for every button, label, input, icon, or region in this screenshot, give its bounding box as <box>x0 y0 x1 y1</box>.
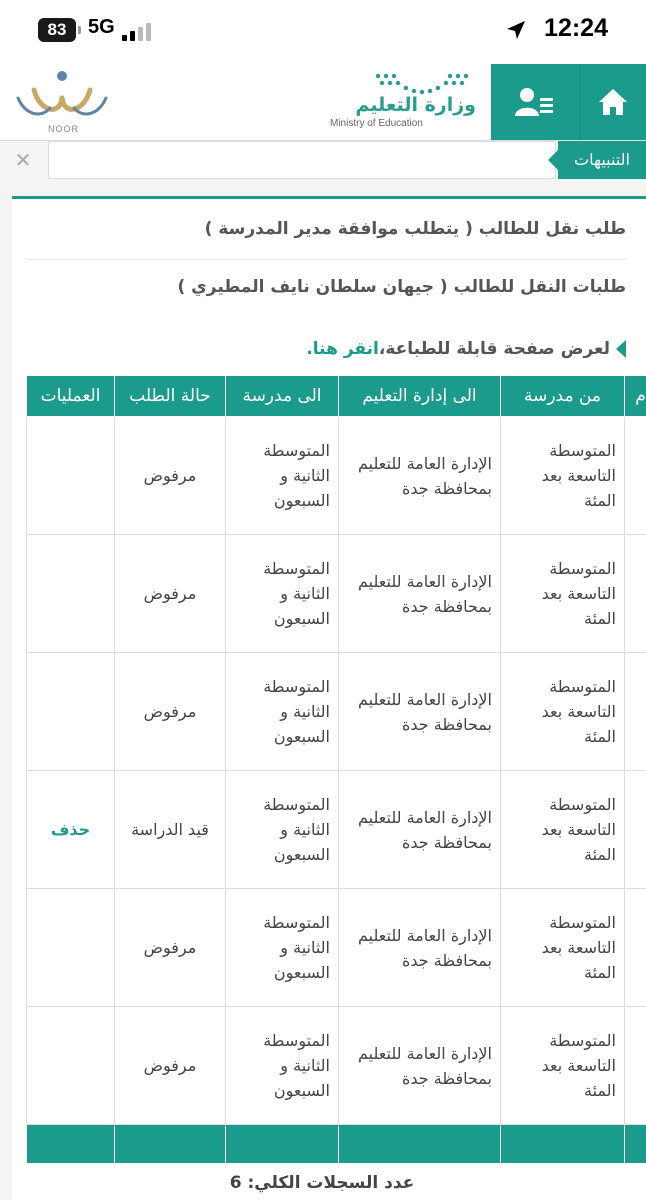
table-row <box>27 771 646 889</box>
cell-to-admin: الإدارة العامة للتعليم بمحافظة جدة <box>339 535 501 653</box>
table-row <box>27 535 646 653</box>
delete-link[interactable]: حذف <box>50 820 91 839</box>
cell-to-school: المتوسطة الثانية و السبعون <box>226 1007 339 1125</box>
cell-status: مرفوض <box>115 535 226 653</box>
col-header-to-school: الى مدرسة <box>226 376 339 417</box>
cell-status: مرفوض <box>115 653 226 771</box>
cell-to-school: المتوسطة الثانية و السبعون <box>226 653 339 771</box>
cell-from-school: المتوسطة التاسعة بعد المئة <box>501 889 625 1007</box>
section-title: طلبات النقل للطالب ( جيهان سلطان نايف المطيري ) <box>177 277 626 297</box>
col-header-from-school: من مدرسة <box>501 376 625 417</box>
home-button[interactable] <box>579 64 646 140</box>
close-icon[interactable]: ✕ <box>14 148 32 172</box>
noor-logo-icon <box>12 68 112 124</box>
print-hint-text: لعرض صفحة قابلة للطباعة، <box>378 339 610 359</box>
cell-status: قيد الدراسة <box>115 771 226 889</box>
cell-ops <box>27 653 115 771</box>
cell-from-school: المتوسطة التاسعة بعد المئة <box>501 535 625 653</box>
cell-from-school: المتوسطة التاسعة بعد المئة <box>501 1007 625 1125</box>
cell-to-admin: الإدارة العامة للتعليم بمحافظة جدة <box>339 771 501 889</box>
battery-indicator: 83 <box>38 18 76 42</box>
cell-status: مرفوض <box>115 1007 226 1125</box>
app-header <box>0 64 646 141</box>
cell-ops <box>27 771 115 889</box>
arrow-left-icon <box>616 340 626 358</box>
alerts-tab[interactable]: التنبيهات <box>558 141 646 179</box>
cell-num <box>625 889 646 1007</box>
cell-to-school: المتوسطة الثانية و السبعون <box>226 771 339 889</box>
home-icon <box>598 88 628 116</box>
ministry-logo <box>326 70 476 134</box>
cell-to-admin: الإدارة العامة للتعليم بمحافظة جدة <box>339 1007 501 1125</box>
cell-to-admin: الإدارة العامة للتعليم بمحافظة جدة <box>339 417 501 535</box>
cell-to-admin: الإدارة العامة للتعليم بمحافظة جدة <box>339 653 501 771</box>
cell-to-admin: الإدارة العامة للتعليم بمحافظة جدة <box>339 889 501 1007</box>
cell-ops <box>27 889 115 1007</box>
table-footer-row <box>27 1125 646 1164</box>
col-header-status: حالة الطلب <box>115 376 226 417</box>
cell-num <box>625 1007 646 1125</box>
cell-num <box>625 417 646 535</box>
divider <box>26 259 626 260</box>
cell-to-school: المتوسطة الثانية و السبعون <box>226 889 339 1007</box>
cell-from-school: المتوسطة التاسعة بعد المئة <box>501 417 625 535</box>
main-panel <box>12 196 646 1200</box>
noor-label: NOOR <box>48 124 79 134</box>
ministry-name-en: Ministry of Education <box>330 118 423 129</box>
print-hint <box>306 339 626 359</box>
location-arrow-icon <box>504 18 528 42</box>
transfer-requests-table <box>26 375 646 1164</box>
status-bar <box>0 0 646 64</box>
clock: 12:24 <box>544 14 608 42</box>
cell-num <box>625 771 646 889</box>
cell-to-school: المتوسطة الثانية و السبعون <box>226 417 339 535</box>
total-records: عدد السجلات الكلي: 6 <box>229 1173 415 1193</box>
ministry-name-ar: وزارة التعليم <box>355 94 476 116</box>
signal-icon <box>122 21 158 41</box>
alerts-ticker <box>48 141 556 179</box>
network-type: 5G <box>88 16 115 38</box>
col-header-to-admin: الى إدارة التعليم <box>339 376 501 417</box>
table-row <box>27 889 646 1007</box>
cell-status: مرفوض <box>115 889 226 1007</box>
users-button[interactable] <box>491 64 579 140</box>
table-row <box>27 653 646 771</box>
cell-num <box>625 653 646 771</box>
print-link[interactable]: انقر هنا. <box>306 339 379 359</box>
cell-from-school: المتوسطة التاسعة بعد المئة <box>501 653 625 771</box>
cell-from-school: المتوسطة التاسعة بعد المئة <box>501 771 625 889</box>
cell-status: مرفوض <box>115 417 226 535</box>
page-title: طلب نقل للطالب ( يتطلب موافقة مدير المدرسة ) <box>204 219 626 239</box>
cell-num <box>625 535 646 653</box>
cell-ops <box>27 535 115 653</box>
table-row <box>27 1007 646 1125</box>
cell-ops <box>27 417 115 535</box>
cell-to-school: المتوسطة الثانية و السبعون <box>226 535 339 653</box>
table-row <box>27 417 646 535</box>
table-header-row <box>27 376 646 417</box>
col-header-ops: العمليات <box>27 376 115 417</box>
cell-ops <box>27 1007 115 1125</box>
user-list-icon <box>515 86 555 118</box>
col-header-num: م <box>625 376 646 417</box>
noor-logo <box>12 68 112 136</box>
alerts-bar <box>0 141 646 179</box>
